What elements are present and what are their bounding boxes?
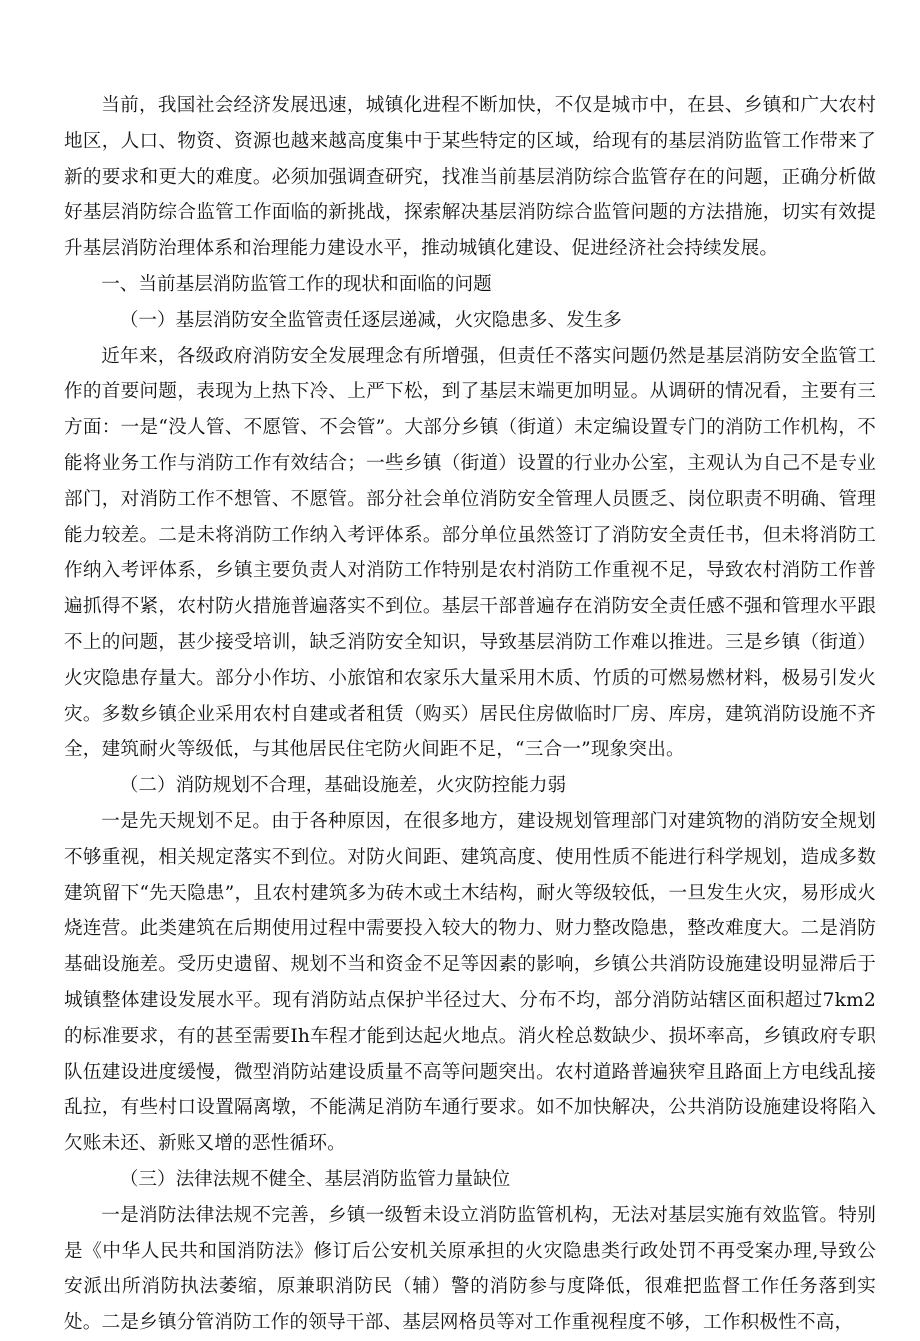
body-paragraph-2: 一是先天规划不足。由于各种原因，在很多地方，建设规划管理部门对建筑物的消防安全规划不够重视，相关规定落实不到位。对防火间距、建筑高度、使用性质不能进行科学规划，造成多数建筑留下“先天隐患”，且农村建筑多为砖木或土木结构，耐火等级较低，一旦发生火灾，易形成火烧连营。此类建筑在后期使用过程中需要投入较大的物力、财力整改隐患，整改难度大。二是消防基础设施差。受历史遗留、规划不当和资金不足等因素的影响，乡镇公共消防设施建设明显滞后于城镇整体建设发展水平。现有消防站点保护半径过大、分布不均，部分消防站辖区面积超过7km2的标准要求，有的甚至需要Ih车程才能到达起火地点。消火栓总数缺少、损坏率高，乡镇政府专职队伍建设进度缓慢，微型消防站建设质量不高等问题突出。农村道路普遍狭窄且路面上方电线乱接乱拉，有些村口设置隔离墩，不能满足消防车通行要求。如不加快解决，公共消防设施建设将陷入欠账未还、新账又增的恶性循环。 — [64, 810, 876, 1155]
document-page — [64, 88, 876, 1341]
body-paragraph-3: 一是消防法律法规不完善，乡镇一级暂未设立消防监管机构，无法对基层实施有效监管。特别是《中华人民共和国消防法》修订后公安机关原承担的火灾隐患类行政处罚不再受案办理,导致公安派出所消防执法萎缩，原兼职消防民（辅）警的消防参与度降低，很难把监督工作任务落到实处。二是乡镇分管消防工作的领导干部、基层网格员等对工作重视程度不够，工作积极性不高， — [64, 1204, 876, 1334]
intro-paragraph: 当前，我国社会经济发展迅速，城镇化进程不断加快，不仅是城市中，在县、乡镇和广大农村地区，人口、物资、资源也越来越高度集中于某些特定的区域，给现有的基层消防监管工作带来了新的要求和更大的难度。必须加强调查研究，找准当前基层消防综合监管存在的问题，正确分析做好基层消防综合监管工作面临的新挑战，探索解决基层消防综合监管问题的方法措施，切实有效提升基层消防治理体系和治理能力建设水平，推动城镇化建设、促进经济社会持续发展。 — [64, 95, 876, 260]
subsection-heading-3: （三）法律法规不健全、基层消防监管力量缺位 — [119, 1168, 511, 1190]
section-heading: 一、当前基层消防监管工作的现状和面临的问题 — [101, 273, 492, 295]
body-paragraph-1: 近年来，各级政府消防安全发展理念有所增强，但责任不落实问题仍然是基层消防安全监管工作的首要问题，表现为上热下冷、上严下松，到了基层末端更加明显。从调研的情况看，主要有三方面：一是“没人管、不愿管、不会管”。大部分乡镇（街道）未定编设置专门的消防工作机构，不能将业务工作与消防工作有效结合；一些乡镇（街道）设置的行业办公室，主观认为自己不是专业部门，对消防工作不想管、不愿管。部分社会单位消防安全管理人员匮乏、岗位职责不明确、管理能力较差。二是未将消防工作纳入考评体系。部分单位虽然签订了消防安全责任书，但未将消防工作纳入考评体系，乡镇主要负责人对消防工作特别是农村消防工作重视不足，导致农村消防工作普遍抓得不紧，农村防火措施普遍落实不到位。基层干部普遍存在消防安全责任感不强和管理水平跟不上的问题，甚少接受培训，缺乏消防安全知识，导致基层消防工作难以推进。三是乡镇（街道）火灾隐患存量大。部分小作坊、小旅馆和农家乐大量采用木质、竹质的可燃易燃材料，极易引发火灾。多数乡镇企业采用农村自建或者租赁（购买）居民住房做临时厂房、库房，建筑消防设施不齐全，建筑耐火等级低，与其他居民住宅防火间距不足，“三合一”现象突出。 — [64, 345, 876, 761]
subsection-heading-2: （二）消防规划不合理，基础设施差，火灾防控能力弱 — [119, 775, 567, 797]
subsection-heading-1: （一）基层消防安全监管责任逐层递减，火灾隐患多、发生多 — [119, 309, 622, 331]
